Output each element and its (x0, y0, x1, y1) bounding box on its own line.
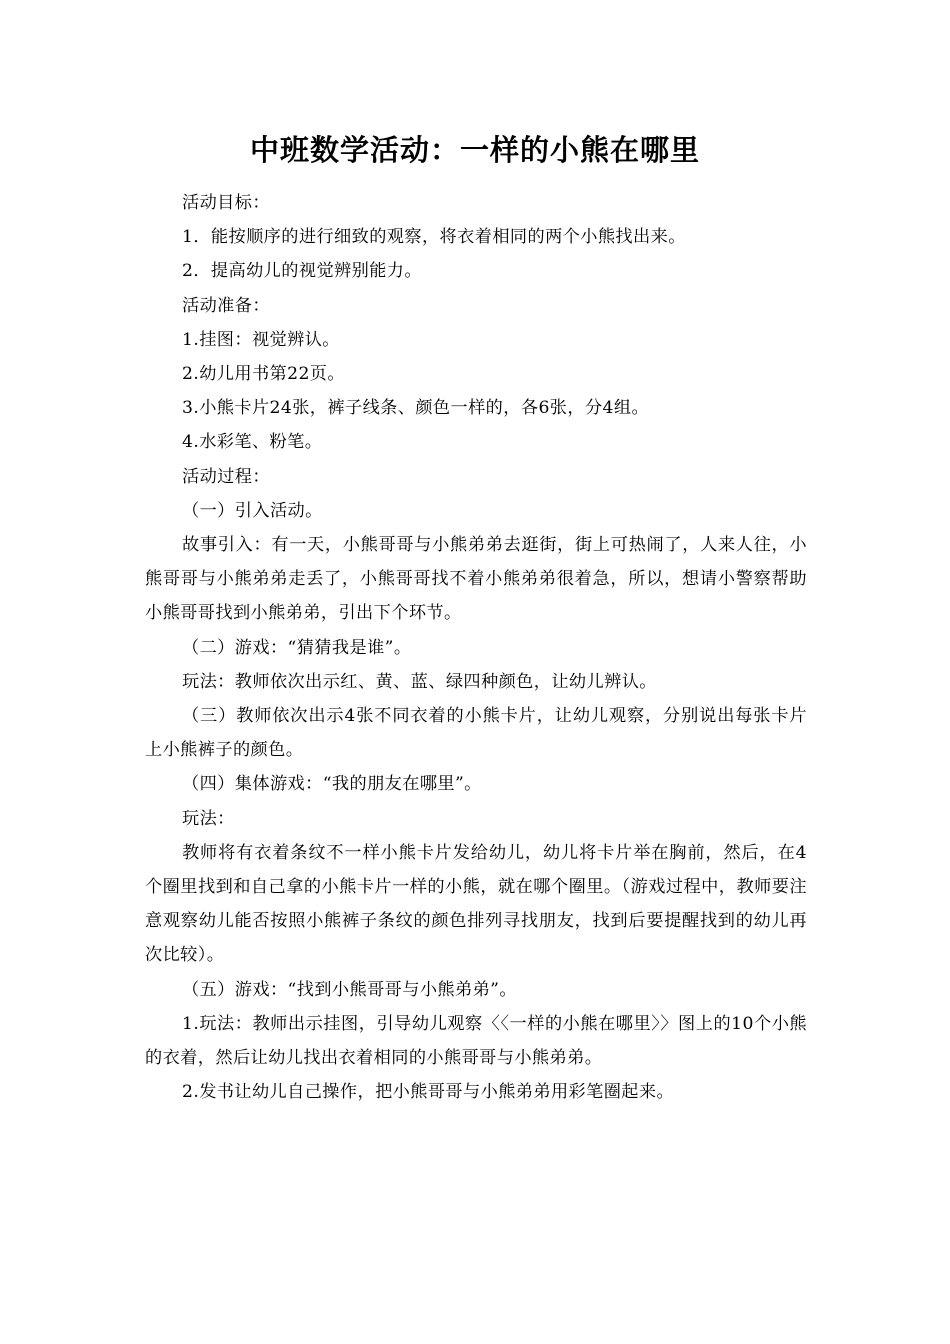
preparation-item: 4.水彩笔、粉笔。 (182, 432, 323, 453)
goal-item: 1．能按顺序的进行细致的观察，将衣着相同的两个小熊找出来。 (182, 227, 686, 248)
section-heading-process: 活动过程： (182, 466, 270, 487)
process-step-heading: （二）游戏：“猜猜我是谁”。 (182, 637, 412, 658)
preparation-item: 3.小熊卡片24张，裤子线条、颜色一样的，各6张，分4组。 (182, 398, 650, 419)
body-paragraph: 玩法：教师依次出示红、黄、蓝、绿四种颜色，让幼儿辨认。 (182, 671, 657, 692)
preparation-item: 2.幼儿用书第22页。 (182, 364, 345, 385)
body-paragraph: 2.发书让幼儿自己操作，把小熊哥哥与小熊弟弟用彩笔圈起来。 (182, 1082, 675, 1103)
section-heading-goals: 活动目标： (182, 193, 270, 213)
body-paragraph: 1.玩法：教师出示挂图，引导幼儿观察〈〈一样的小熊在哪里〉〉图上的10个小熊的衣着，然后让幼儿找出衣着相同的小熊哥哥与小熊弟弟。 (145, 1013, 807, 1069)
process-step-heading: （一）引入活动。 (182, 500, 323, 521)
body-paragraph: 玩法： (182, 808, 235, 829)
process-step-heading: （四）集体游戏：“我的朋友在哪里”。 (182, 774, 482, 795)
document-body (145, 186, 807, 1109)
body-paragraph: 故事引入：有一天，小熊哥哥与小熊弟弟去逛街，街上可热闹了，人来人往，小熊哥哥与小熊弟弟走丢了，小熊哥哥找不着小熊弟弟很着急，所以，想请小警察帮助小熊哥哥找到小熊弟弟，引出下个环节。 (145, 535, 807, 624)
body-paragraph: 教师将有衣着条纹不一样小熊卡片发给幼儿，幼儿将卡片举在胸前，然后，在4个圈里找到和自己拿的小熊卡片一样的小熊，就在哪个圈里。（游戏过程中，教师要注意观察幼儿能否按照小熊裤子条纹的颜色排列寻找朋友，找到后要提醒找到的幼儿再次比较）。 (145, 842, 807, 966)
process-step-heading: （三）教师依次出示4张不同衣着的小熊卡片，让幼儿观察，分别说出每张卡片上小熊裤子的颜色。 (145, 706, 807, 761)
section-heading-preparation: 活动准备： (182, 295, 270, 316)
goal-item: 2．提高幼儿的视觉辨别能力。 (182, 261, 422, 282)
process-step-heading: （五）游戏：“找到小熊哥哥与小熊弟弟”。 (182, 979, 517, 1000)
preparation-item: 1.挂图：视觉辨认。 (182, 329, 340, 350)
document-title: 中班数学活动：一样的小熊在哪里 (249, 133, 700, 167)
